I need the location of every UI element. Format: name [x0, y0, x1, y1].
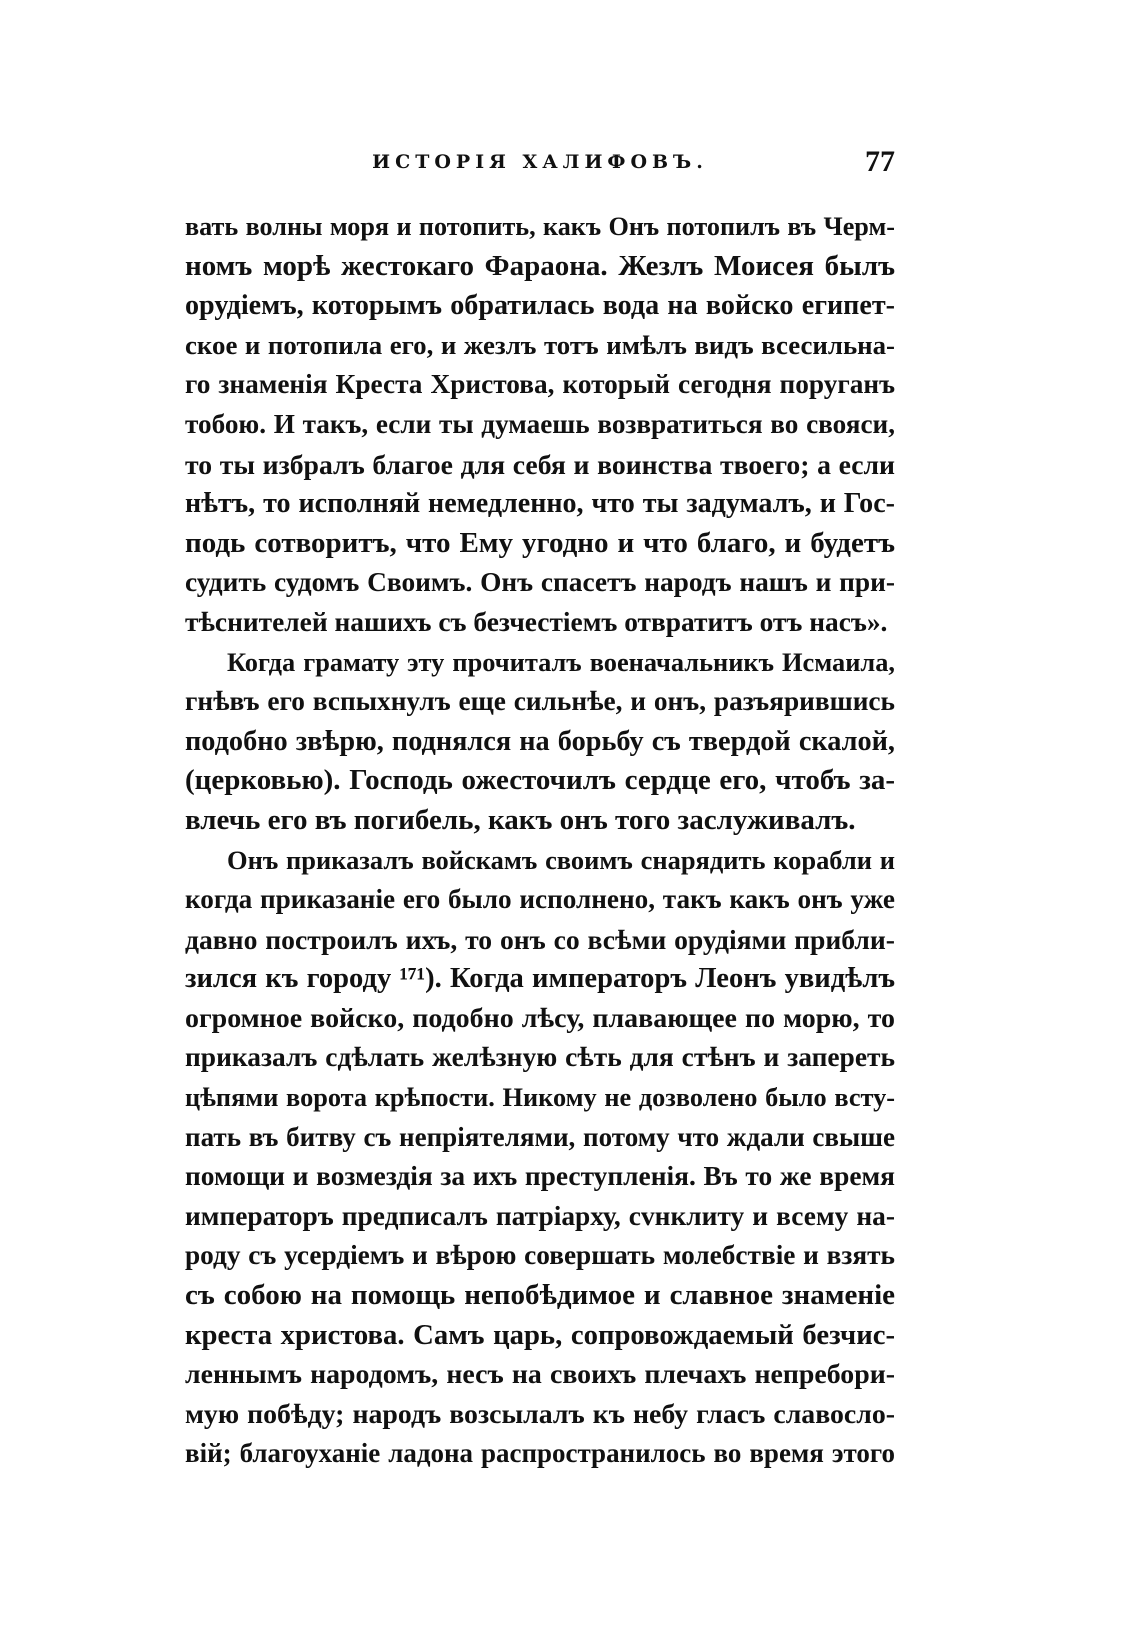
text-line: вать волны моря и потопить, какъ Онъ потопилъ въ Черм- [185, 212, 895, 241]
text-line: роду съ усердіемъ и вѣрою совершать молебствіе и взять [185, 1240, 895, 1271]
text-line: цѣпями ворота крѣпости. Никому не дозволено было всту- [185, 1083, 895, 1113]
text-line: помощи и возмездія за ихъ преступленія. Въ то же время [185, 1161, 895, 1192]
paragraph-start-line: Онъ приказалъ войскамъ своимъ снарядить корабли и [227, 844, 895, 875]
text-line: (церковью). Господь ожесточилъ сердце его, чтобъ за- [185, 764, 895, 797]
text-line: то ты избралъ благое для себя и воинства твоего; а если [185, 448, 895, 480]
text-line: тобою. И такъ, если ты думаешь возвратиться во свояси, [185, 408, 895, 439]
text-line: мую побѣду; народъ возсылалъ къ небу гласъ славосло- [185, 1398, 895, 1430]
text-line: номъ морѣ жестокаго Фараона. Жезлъ Моисея былъ [185, 249, 895, 282]
text-line: вій; благоуханіе ладона распространилось во время этого [185, 1438, 895, 1469]
text-line: креста христова. Самъ царь, сопровождаемый безчис- [185, 1318, 895, 1351]
text-line: нѣтъ, то исполняй немедленно, что ты задумалъ, и Гос- [185, 488, 895, 520]
text-line: императоръ предписалъ патріарху, сvнклиту и всему на- [185, 1200, 895, 1231]
text-line: съ собою на помощь непобѣдимое и славное знаменіе [185, 1279, 895, 1312]
body-text [185, 207, 895, 1474]
text-line: подь сотворитъ, что Ему угодно и что благо, и будетъ [185, 526, 895, 559]
text-line: зился къ городу ¹⁷¹). Когда императоръ Леонъ увидѣлъ [185, 963, 895, 995]
text-line: влечь его въ погибель, какъ онъ того заслуживалъ. [185, 803, 856, 836]
running-title: ИСТОРІЯ ХАЛИФОВЪ. [372, 151, 708, 173]
text-line: го знаменія Креста Христова, который сегодня поруганъ [185, 369, 895, 400]
page-number: 77 [865, 145, 895, 178]
text-line: давно построилъ ихъ, то онъ со всѣми орудіями прибли- [185, 923, 895, 955]
text-line: приказалъ сдѣлать желѣзную сѣть для стѣнъ и запереть [185, 1042, 895, 1073]
text-line: пать въ битву съ непріятелями, потому что ждали свыше [185, 1121, 895, 1152]
running-head [185, 145, 895, 189]
text-line: судить судомъ Своимъ. Онъ спасетъ народъ нашъ и при- [185, 567, 895, 598]
text-line: ское и потопила его, и жезлъ тотъ имѣлъ видъ всесильна- [185, 329, 895, 360]
text-line: тѣснителей нашихъ съ безчестіемъ отвратитъ отъ насъ». [185, 606, 888, 637]
text-line: гнѣвъ его вспыхнулъ еще сильнѣе, и онъ, разъярившись [185, 686, 895, 717]
text-line: когда приказаніе его было исполнено, такъ какъ онъ уже [185, 884, 895, 915]
text-line: леннымъ народомъ, несъ на своихъ плечахъ непребори- [185, 1359, 895, 1391]
text-line: огромное войско, подобно лѣсу, плавающее по морю, то [185, 1002, 895, 1034]
text-line: подобно звѣрю, поднялся на борьбу съ твердой скалой, [185, 725, 895, 757]
text-line: орудіемъ, которымъ обратилась вода на войско египет- [185, 290, 895, 322]
paragraph-start-line: Когда грамату эту прочиталъ военачальникъ Исмаила, [227, 646, 895, 677]
